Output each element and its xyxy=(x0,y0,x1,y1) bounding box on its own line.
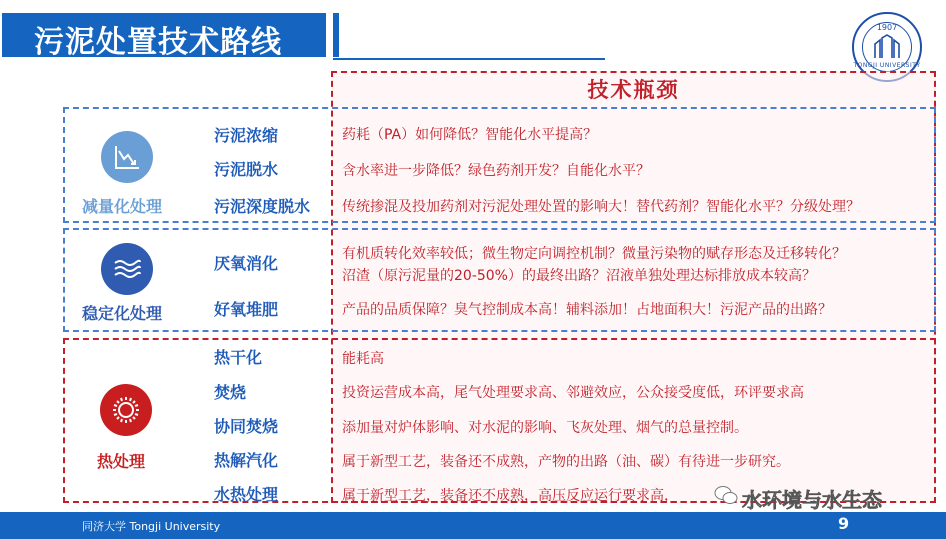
thermal-category-label: 热处理 xyxy=(97,452,146,471)
method-thickening: 污泥浓缩 xyxy=(214,126,279,145)
logo-year: 1907 xyxy=(876,23,898,32)
issue-aerobic-composting: 产品的品质保障？臭气控制成本高！辅料添加！占地面积大！污泥产品的出路？ xyxy=(342,302,832,318)
method-incineration: 焚烧 xyxy=(214,383,247,402)
method-hydrothermal: 水热处理 xyxy=(214,485,279,504)
thermal-category-icon xyxy=(100,384,152,436)
issue-anaerobic-digestion-2: 沼渣（原污泥量的20-50%）的最终出路？沼液单独处理达标排放成本较高？ xyxy=(342,268,816,284)
watermark-text: 水环境与水生态 xyxy=(742,488,882,512)
method-co-incineration: 协同焚烧 xyxy=(214,417,279,436)
issue-hydrothermal: 属于新型工艺，装备还不成熟，高压反应运行要求高， xyxy=(342,488,678,504)
waves-icon xyxy=(112,256,142,282)
issue-thickening: 药耗（PA）如何降低？智能化水平提高？ xyxy=(342,127,598,143)
issue-incineration: 投资运营成本高，尾气处理要求高、邻避效应，公众接受度低，环评要求高 xyxy=(342,385,804,401)
issue-dewatering: 含水率进一步降低？绿色药剂开发？自能化水平？ xyxy=(342,163,650,179)
stabilization-category-icon xyxy=(101,243,153,295)
sun-heat-icon xyxy=(111,395,141,425)
issue-thermal-drying: 能耗高 xyxy=(342,351,384,367)
logo-emblem-icon xyxy=(872,34,902,60)
method-dewatering: 污泥脱水 xyxy=(214,160,279,179)
logo-text: TONGJI UNIVERSITY xyxy=(853,62,921,69)
reduction-category-label: 减量化处理 xyxy=(82,197,163,216)
method-thermal-drying: 热干化 xyxy=(214,348,263,367)
method-anaerobic-digestion: 厌氧消化 xyxy=(214,254,279,273)
method-deep-dewatering: 污泥深度脱水 xyxy=(214,197,311,216)
stabilization-category-label: 稳定化处理 xyxy=(82,304,163,323)
method-pyrolysis-gasification: 热解汽化 xyxy=(214,451,279,470)
issue-anaerobic-digestion: 有机质转化效率较低；微生物定向调控机制？微量污染物的赋存形态及迁移转化？ xyxy=(342,246,846,262)
issue-co-incineration: 添加量对炉体影响、对水泥的影响、飞灰处理、烟气的总量控制。 xyxy=(342,420,748,436)
title-underline xyxy=(333,58,605,60)
reduction-category-icon xyxy=(101,131,153,183)
issue-pyrolysis: 属于新型工艺，装备还不成熟，产物的出路（油、碳）有待进一步研究。 xyxy=(342,454,790,470)
issue-deep-dewatering: 传统掺混及投加药剂对污泥处理处置的影响大！替代药剂？智能化水平？分级处理？ xyxy=(342,199,860,215)
page-title: 污泥处置技术路线 xyxy=(34,25,282,60)
title-accent xyxy=(333,13,339,57)
declining-chart-icon xyxy=(112,142,142,172)
page-number: 9 xyxy=(838,514,850,533)
bottleneck-title: 技术瓶颈 xyxy=(587,78,680,102)
wechat-icon xyxy=(714,484,738,506)
method-aerobic-composting: 好氧堆肥 xyxy=(214,300,279,319)
footer-university: 同济大学 Tongji University xyxy=(82,520,221,533)
